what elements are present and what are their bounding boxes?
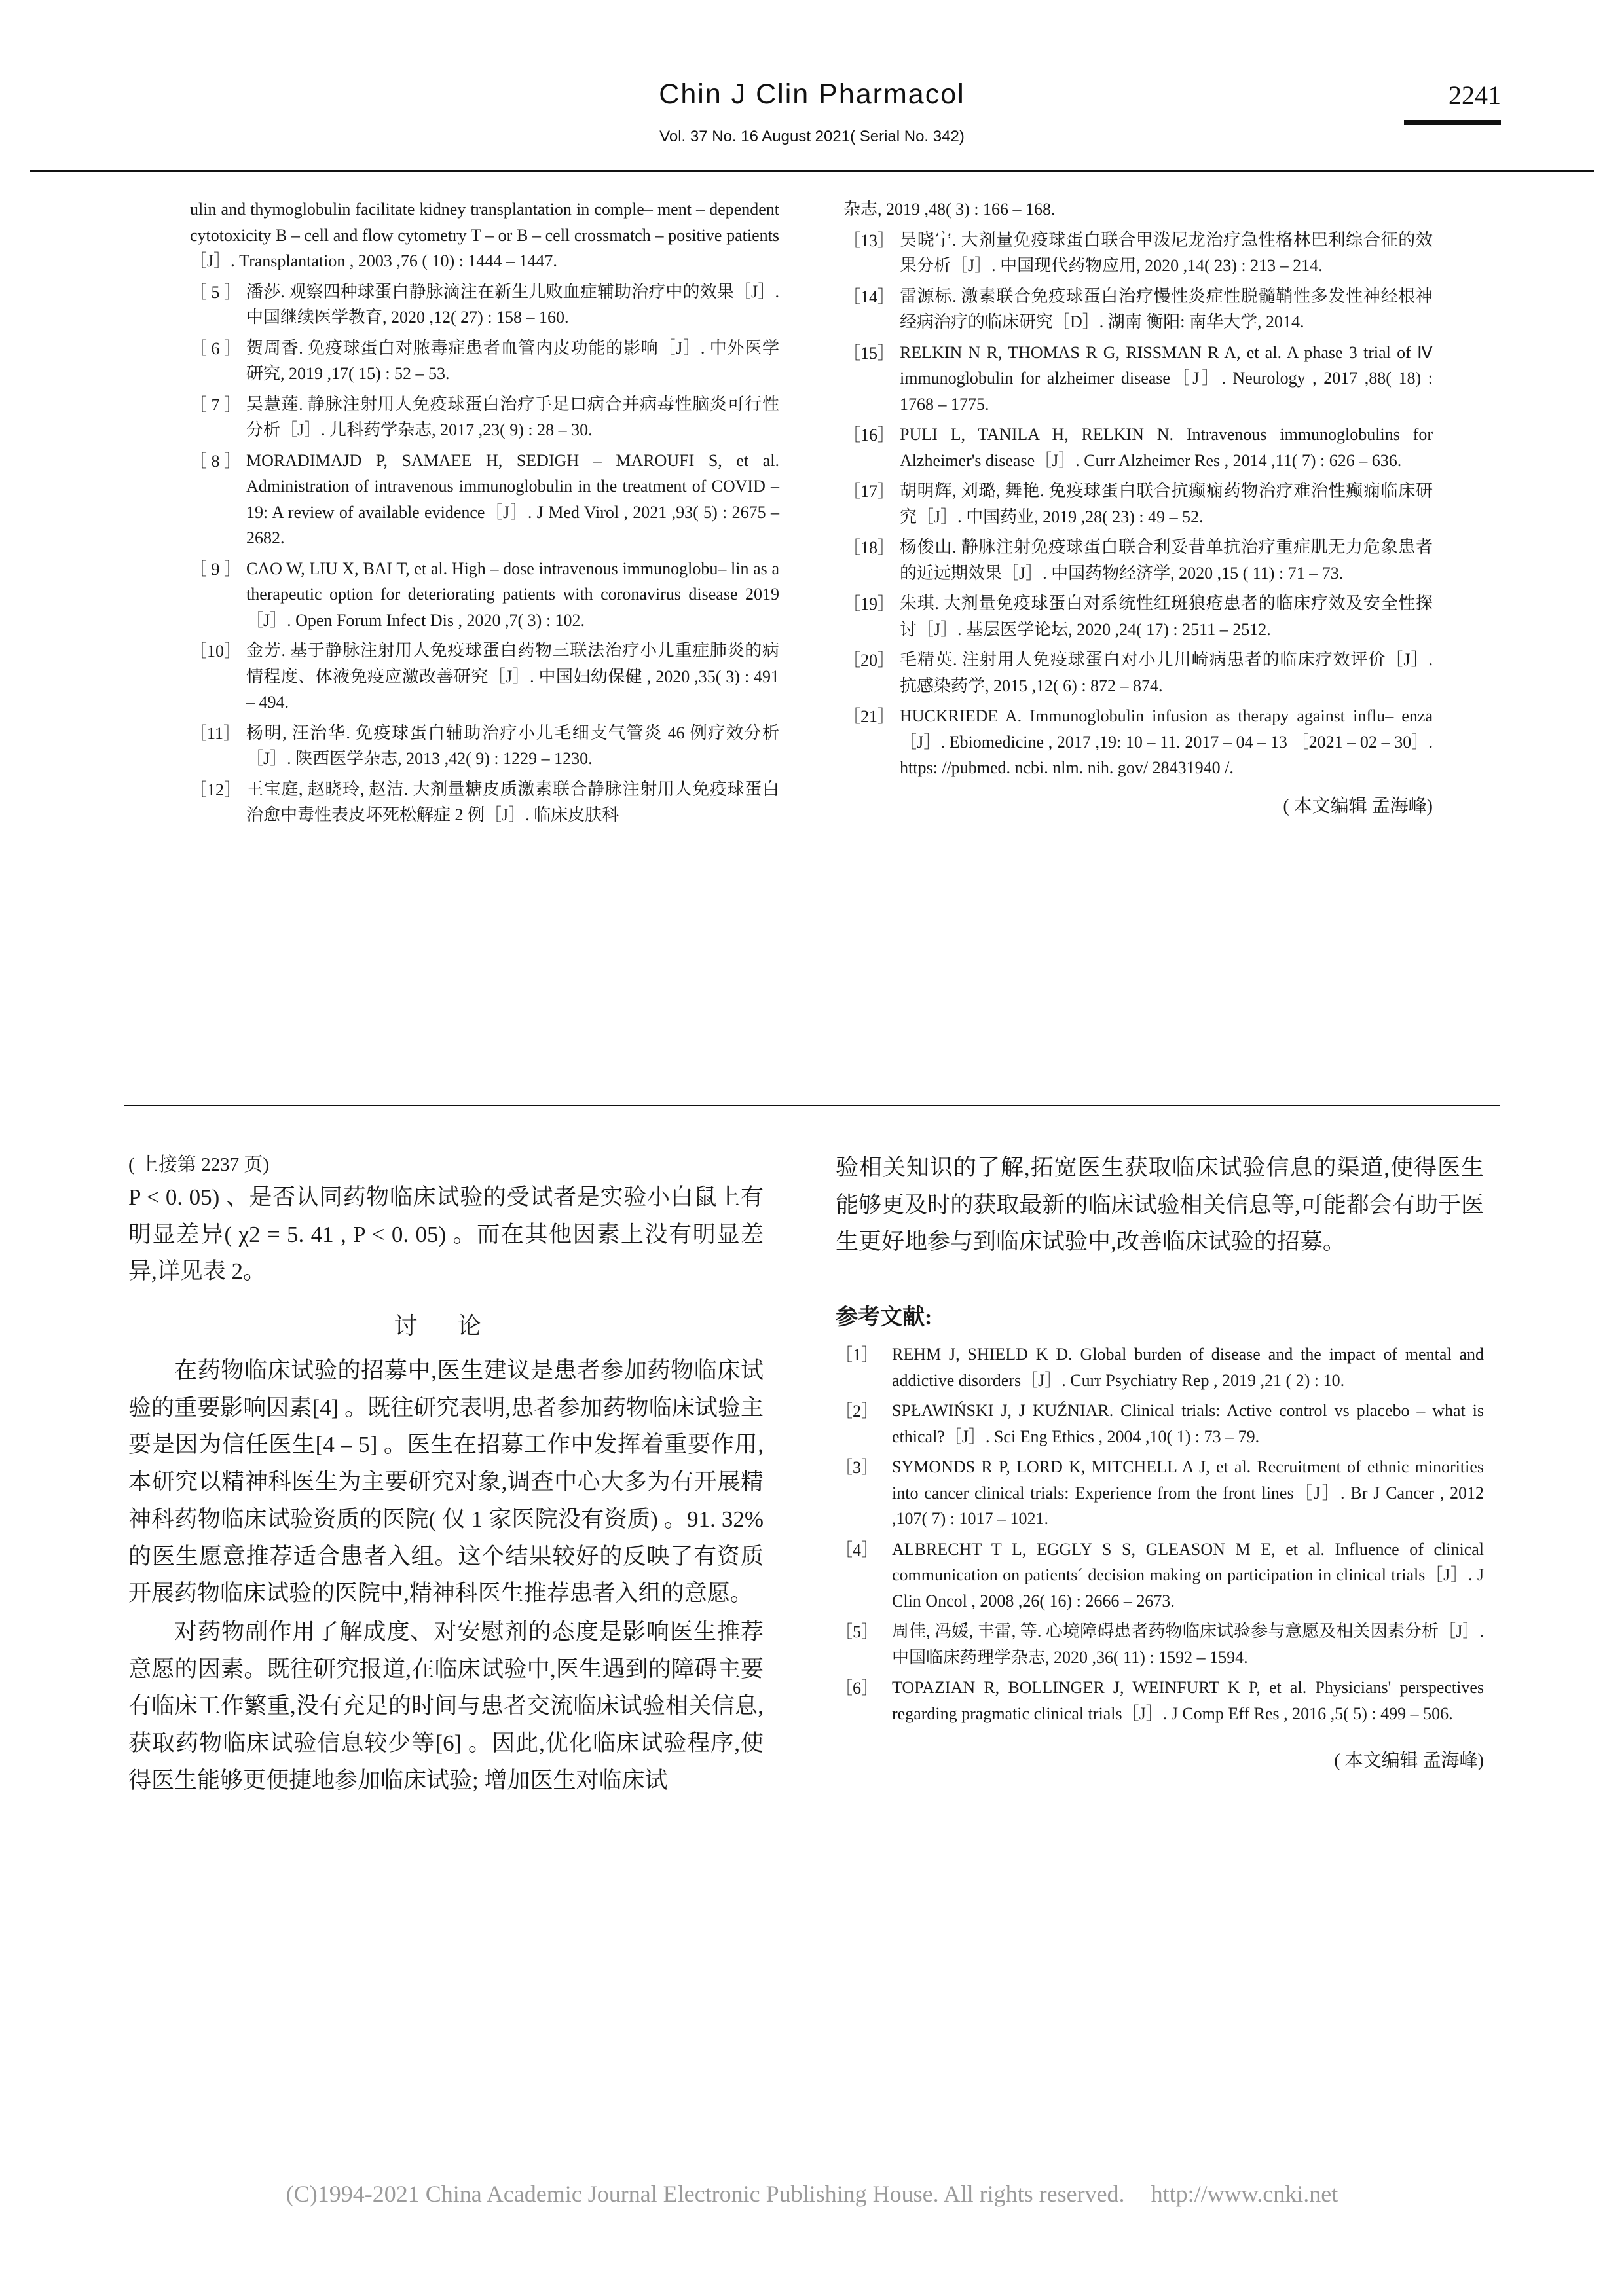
reference-item [843,283,1433,335]
reference-text: 毛精英. 注射用人免疫球蛋白对小儿川崎病患者的临床疗效评价［J］. 抗感染药学, 2015 ,12( 6) : 872 – 874. [900,650,1433,695]
reference-number: ［12］ [190,780,242,799]
copyright-text: (C)1994-2021 China Academic Journal Electronic Publishing House. All rights reserved. [286,2181,1125,2207]
reference-number: ［2］ [836,1402,879,1421]
editor-note: ( 本文编辑 孟海峰) [1334,1751,1484,1772]
reference-text: 胡明辉, 刘璐, 舞艳. 免疫球蛋白联合抗癫痫药物治疗难治性癫痫临床研究［J］. 中国药业, 2019 ,28( 23) : 49 – 52. [900,481,1433,526]
reference-number: ［15］ [843,343,895,363]
reference-item [843,340,1433,418]
paragraph: 在药物临床试验的招募中,医生建议是患者参加药物临床试验的重要影响因素[4] 。既往研究表明,患者参加药物临床试验主要是因为信任医生[4 – 5] 。医生在招募工作中发挥着重要作用,本研究以精神科医生为主要研究对象,调查中心大多为有开展精神科药物临床试验资质的医院( 仅 1 家医院没有资质) 。91. 32% 的医生愿意推荐适合患者入组。这个结果较好的反映了有资质开展药物临床试验的医院中,精神科医生推荐患者入组的意愿。 [128,1358,764,1607]
reference-number: ［3］ [836,1458,879,1478]
issue-line: Vol. 37 No. 16 August 2021( Serial No. 342) [659,128,965,145]
reference-item [836,1454,1484,1532]
reference-item [836,1675,1484,1726]
reference-number: ［ 7 ］ [190,395,242,414]
reference-number: ［18］ [843,538,895,558]
reference-item [190,638,779,716]
reference-text: 朱琪. 大剂量免疫球蛋白对系统性红斑狼疮患者的临床疗效及安全性探讨［J］. 基层医学论坛, 2020 ,24( 17) : 2511 – 2512. [900,594,1433,639]
reference-text: 吴晓宁. 大剂量免疫球蛋白联合甲泼尼龙治疗急性格林巴利综合征的效果分析［J］. 中国现代药物应用, 2020 ,14( 23) : 213 – 214. [900,230,1433,276]
reference-text: 王宝庭, 赵晓玲, 赵洁. 大剂量糖皮质激素联合静脉注射用人免疫球蛋白治愈中毒性表皮坏死松解症 2 例［J］. 临床皮肤科 [246,779,779,825]
reference-text: CAO W, LIU X, BAI T, et al. High – dose intravenous immunoglobu– lin as a therapeutic option for deteriorating patients with coronavirus disease 2019［J］. Open Forum Infect Dis , 2020 ,7( 3) : 102. [246,558,779,630]
reference-text: 潘莎. 观察四种球蛋白静脉滴注在新生儿败血症辅助治疗中的效果［J］. 中国继续医学教育, 2020 ,12( 27) : 158 – 160. [246,282,779,327]
reference-text: 贺周香. 免疫球蛋白对脓毒症患者血管内皮功能的影响［J］. 中外医学研究, 2019 ,17( 15) : 52 – 53. [246,338,779,384]
reference-item [843,703,1433,781]
reference-text: SPŁAWIŃSKI J, J KUŹNIAR. Clinical trials: Active control vs placebo – what is ethical?［J］. Sci Eng Ethics , 2004 ,10( 1) : 73 – 79. [892,1401,1484,1446]
cnki-url: http://www.cnki.net [1151,2181,1338,2207]
reference-item [190,392,779,443]
footer [0,2180,1624,2208]
reference-item [190,279,779,331]
reference-item [836,1398,1484,1449]
reference-item [843,422,1433,473]
reference-number: ［11］ [190,723,241,743]
reference-number: ［16］ [843,426,895,445]
reference-number: ［19］ [843,594,895,614]
reference-item [836,1537,1484,1614]
reference-text: TOPAZIAN R, BOLLINGER J, WEINFURT K P, et al. Physicians' perspectives regarding pragmatic clinical trials［J］. J Comp Eff Res , 2016 ,5( 5) : 499 – 506. [892,1678,1484,1723]
reference-item [836,1618,1484,1670]
reference-text: 雷源标. 激素联合免疫球蛋白治疗慢性炎症性脱髓鞘性多发性神经根神经病治疗的临床研究［D］. 湖南 衡阳: 南华大学, 2014. [900,286,1433,332]
lower-right-column [836,1150,1484,1772]
reference-text: PULI L, TANILA H, RELKIN N. Intravenous immunoglobulins for Alzheimer's disease［J］. Curr Alzheimer Res , 2014 ,11( 7) : 626 – 636. [900,425,1433,470]
continued-reference-text: ulin and thymoglobulin facilitate kidney transplantation in comple– ment – dependent cytotoxicity B – cell and flow cytometry T – or B – cell crossmatch – positive patients［J］. Transplantation , 2003 ,76 ( 10) : 1444 – 1447. [190,200,779,271]
reference-number: ［13］ [843,230,895,250]
reference-item [190,776,779,828]
upper-right-column [843,196,1433,818]
reference-number: ［17］ [843,482,895,501]
continued-from-note: ( 上接第 2237 页) [128,1154,270,1175]
reference-number: ［20］ [843,651,895,670]
reference-item [190,556,779,634]
reference-number: ［6］ [836,1679,879,1698]
paragraph: P < 0. 05) 、是否认同药物临床试验的受试者是实验小白鼠上有明显差异( χ2 = 5. 41 , P < 0. 05) 。而在其他因素上没有明显差异,详见表 2。 [128,1184,764,1285]
page-number: 2241 [1449,81,1501,110]
reference-number: ［10］ [190,642,242,661]
editor-note: ( 本文编辑 孟海峰) [1283,795,1433,816]
reference-number: ［ 8 ］ [190,451,242,471]
continued-reference-text: 杂志, 2019 ,48( 3) : 166 – 168. [843,200,1056,219]
reference-text: 杨明, 汪治华. 免疫球蛋白辅助治疗小儿毛细支气管炎 46 例疗效分析［J］. 陕西医学杂志, 2013 ,42( 9) : 1229 – 1230. [246,723,779,769]
reference-number: ［ 6 ］ [190,338,242,358]
header-divider [30,170,1594,172]
paragraph: 验相关知识的了解,拓宽医生获取临床试验信息的渠道,使得医生能够更及时的获取最新的临床试验相关信息等,可能都会有助于医生更好地参与到临床试验中,改善临床试验的招募。 [836,1155,1484,1255]
reference-text: 杨俊山. 静脉注射免疫球蛋白联合利妥昔单抗治疗重症肌无力危象患者的近远期效果［J］. 中国药物经济学, 2020 ,15 ( 11) : 71 – 73. [900,538,1433,583]
reference-number: ［14］ [843,287,895,306]
reference-text: ALBRECHT T L, EGGLY S S, GLEASON M E, et al. Influence of clinical communication on patients´ decision making on participation in clinical trials［J］. J Clin Oncol , 2008 ,26( 16) : 2666 – 2673. [892,1539,1484,1611]
reference-number: ［ 5 ］ [190,282,242,302]
reference-item [843,227,1433,279]
reference-text: REHM J, SHIELD K D. Global burden of disease and the impact of mental and addictive disorders［J］. Curr Psychiatry Rep , 2019 ,21 ( 2) : 10. [892,1345,1484,1390]
lower-left-column [128,1150,764,1800]
reference-item [190,335,779,387]
page-header [0,79,1624,146]
section-title-discussion: 讨 论 [394,1313,498,1339]
reference-text: HUCKRIEDE A. Immunoglobulin infusion as therapy against influ– enza［J］. Ebiomedicine , 2017 ,19: 10 – 11. 2017 – 04 – 13 ［2021 – 02 – 30］. https: //pubmed. ncbi. nlm. nih. gov/ 28431940 /. [900,706,1433,778]
reference-item [843,534,1433,586]
reference-text: 周佳, 冯媛, 丰雷, 等. 心境障碍患者药物临床试验参与意愿及相关因素分析［J］. 中国临床药理学杂志, 2020 ,36( 11) : 1592 – 1594. [892,1622,1484,1667]
references-heading: 参考文献: [836,1305,932,1330]
reference-text: RELKIN N R, THOMAS R G, RISSMAN R A, et al. A phase 3 trial of Ⅳ immunoglobulin for alzheimer disease［J］. Neurology , 2017 ,88( 18) : 1768 – 1775. [900,342,1433,414]
reference-number: ［21］ [843,707,895,727]
reference-item [836,1341,1484,1393]
reference-text: SYMONDS R P, LORD K, MITCHELL A J, et al. Recruitment of ethnic minorities into cancer clinical trials: Experience from the front lines［J］. Br J Cancer , 2012 ,107( 7) : 1017 – 1021. [892,1457,1484,1529]
upper-left-column [190,196,779,833]
reference-number: ［ 9 ］ [190,559,242,579]
reference-number: ［4］ [836,1540,879,1559]
reference-item [190,448,779,551]
page-number-rule [1404,120,1501,125]
reference-number: ［1］ [836,1345,879,1365]
reference-number: ［5］ [836,1622,879,1642]
reference-item [190,720,779,772]
article-separator [124,1105,1500,1106]
reference-item [843,478,1433,530]
journal-title: Chin J Clin Pharmacol [659,79,965,110]
reference-item [843,591,1433,642]
paragraph: 对药物副作用了解成度、对安慰剂的态度是影响医生推荐意愿的因素。既往研究报道,在临床试验中,医生遇到的障碍主要有临床工作繁重,没有充足的时间与患者交流临床试验相关信息,获取药物临床试验信息较少等[6] 。因此,优化临床试验程序,使得医生能够更便捷地参加临床试验; 增加医生对临床试 [128,1618,764,1793]
reference-text: 吴慧莲. 静脉注射用人免疫球蛋白治疗手足口病合并病毒性脑炎可行性分析［J］. 儿科药学杂志, 2017 ,23( 9) : 28 – 30. [246,394,779,440]
reference-text: 金芳. 基于静脉注射用人免疫球蛋白药物三联法治疗小儿重症肺炎的病情程度、体液免疫应激改善研究［J］. 中国妇幼保健 , 2020 ,35( 3) : 491 – 494. [246,641,779,712]
reference-text: MORADIMAJD P, SAMAEE H, SEDIGH – MAROUFI S, et al. Administration of intravenous immunoglobulin in the treatment of COVID – 19: A review of available evidence［J］. J Med Virol , 2021 ,93( 5) : 2675 – 2682. [246,450,779,548]
reference-item [843,647,1433,699]
